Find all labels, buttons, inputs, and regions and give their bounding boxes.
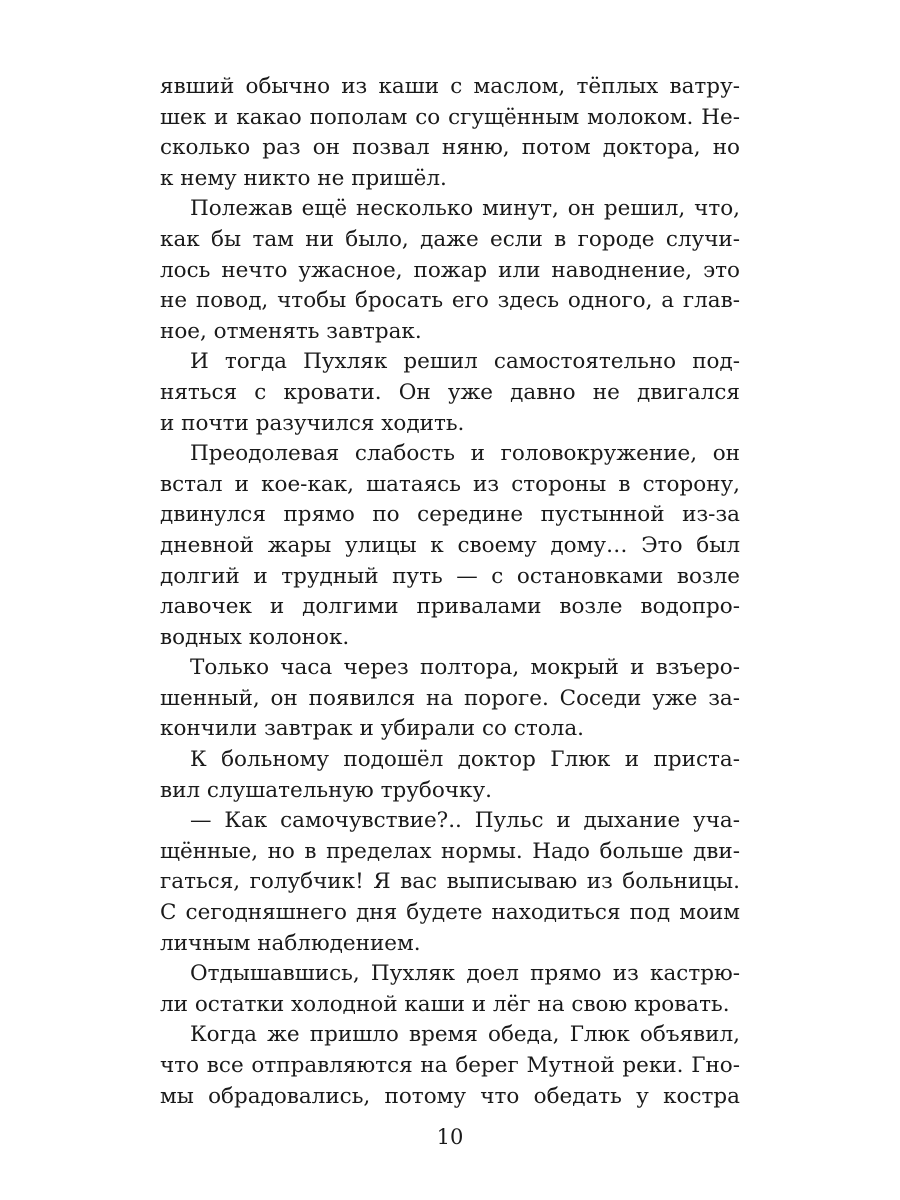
text-line: Когда же пришло время обеда, Глюк объявил,: [190, 1022, 740, 1048]
page-number: 10: [436, 1125, 464, 1149]
text-line: и почти разучился ходить.: [160, 410, 465, 436]
text-line: водных колонок.: [160, 624, 350, 650]
text-line: к нему никто не пришёл.: [160, 165, 447, 191]
paragraph: [160, 1020, 740, 1112]
paragraph: [160, 72, 740, 194]
text-line: ное, отменять завтрак.: [160, 318, 422, 344]
text-line: — Как самочувствие?.. Пульс и дыхание уча-: [190, 808, 740, 834]
text-line: мы обрадовались, потому что обедать у костра: [160, 1083, 740, 1109]
text-line: долгий и трудный путь — с остановками возле: [160, 563, 740, 589]
text-line: как бы там ни было, даже если в городе случи-: [160, 226, 740, 252]
text-line: не повод, чтобы бросать его здесь одного, а глав-: [160, 288, 740, 314]
text-line: щённые, но в пределах нормы. Надо больше дви-: [160, 838, 740, 864]
paragraph: [160, 653, 740, 745]
text-line: Отдышавшись, Пухляк доел прямо из кастрю-: [190, 961, 740, 987]
text-line: Только часа через полтора, мокрый и взъеро-: [190, 655, 740, 681]
paragraph: [160, 347, 740, 439]
text-line: шенный, он появился на пороге. Соседи уже за-: [160, 685, 740, 711]
text-line: явший обычно из каши с маслом, тёплых ватру-: [160, 74, 740, 99]
text-line: шек и какао пополам со сгущённым молоком. Не-: [160, 104, 740, 130]
text-line: вил слушательную трубочку.: [160, 777, 492, 803]
text-line: лавочек и долгими привалами возле водопро-: [160, 594, 740, 620]
text-line: дневной жары улицы к своему дому… Это был: [160, 532, 740, 558]
text-line: сколько раз он позвал няню, потом доктора, но: [160, 135, 740, 161]
paragraph: [160, 194, 740, 347]
text-line: гаться, голубчик! Я вас выписываю из больницы.: [160, 869, 740, 895]
body-text: [160, 72, 740, 1112]
text-line: И тогда Пухляк решил самостоятельно под-: [190, 349, 740, 375]
text-line: двинулся прямо по середине пустынной из-за: [160, 502, 740, 528]
text-line: кончили завтрак и убирали со стола.: [160, 716, 584, 742]
text-line: личным наблюдением.: [160, 930, 421, 956]
paragraph: [160, 439, 740, 653]
text-line: К больному подошёл доктор Глюк и приста-: [190, 747, 740, 773]
text-line: Полежав ещё несколько минут, он решил, что,: [190, 196, 740, 222]
text-line: что все отправляются на берег Мутной реки. Гно-: [160, 1053, 740, 1078]
text-line: встал и кое-как, шатаясь из стороны в сторону,: [160, 471, 740, 497]
text-line: няться с кровати. Он уже давно не двигался: [160, 379, 740, 405]
text-line: Преодолевая слабость и головокружение, он: [190, 441, 740, 467]
paragraph: [160, 806, 740, 959]
paragraph: [160, 745, 740, 806]
text-line: лось нечто ужасное, пожар или наводнение, это: [160, 257, 740, 283]
paragraph: [160, 959, 740, 1020]
text-line: С сегодняшнего дня будете находиться под моим: [160, 900, 740, 926]
text-line: ли остатки холодной каши и лёг на свою кровать.: [160, 991, 730, 1017]
